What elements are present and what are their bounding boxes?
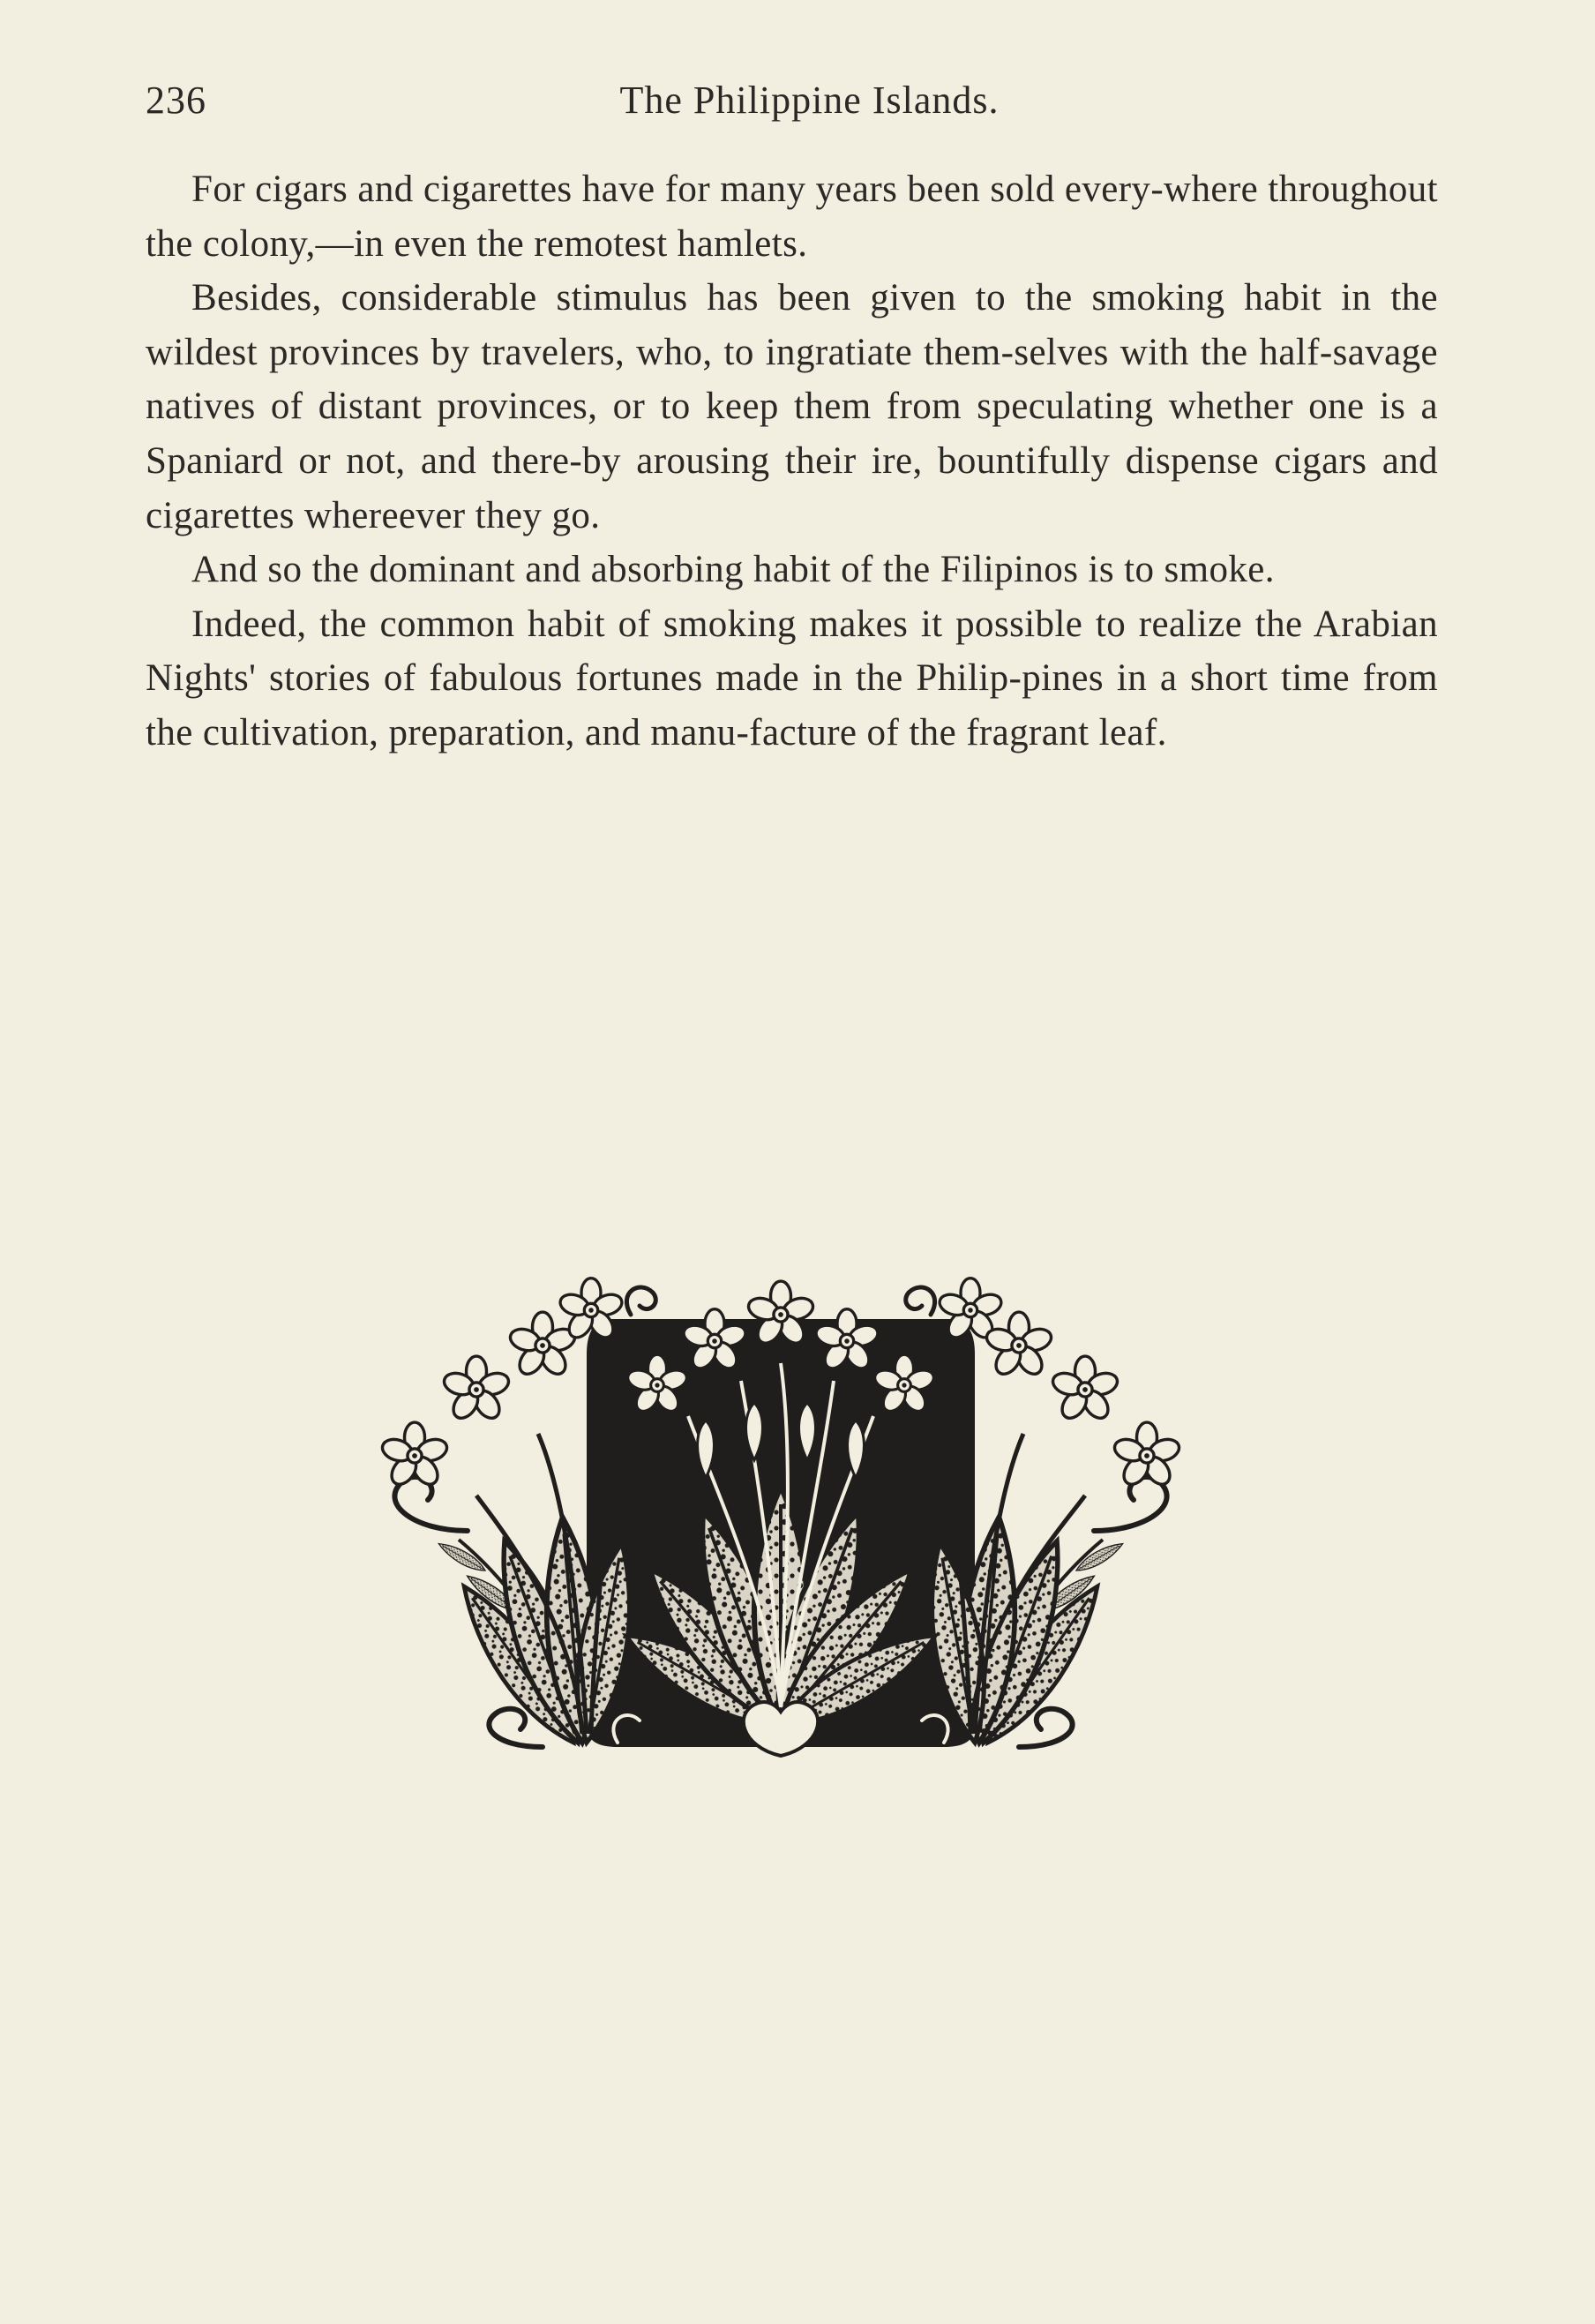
paragraph-1: For cigars and cigarettes have for many years been sold every-where throughout the colony,—in even the remotest hamlets. <box>146 169 1438 265</box>
running-title: The Philippine Islands. <box>619 79 1000 122</box>
paragraph-3: And so the dominant and absorbing habit of the Filipinos is to smoke. <box>191 549 1275 591</box>
page-number: 236 <box>146 79 206 122</box>
paragraph-4: Indeed, the common habit of smoking makes it possible to realize the Arabian Nights' stories of fabulous fortunes made in the Philip-pines in a short time from the cultivation, preparation, and manu-facture of the fragrant leaf. <box>146 603 1438 753</box>
running-head <box>146 74 1438 127</box>
floral-tailpiece-icon <box>353 1266 1217 1760</box>
body-text <box>146 162 1438 761</box>
floral-ornament-graphic <box>353 1266 1217 1760</box>
paragraph-2: Besides, considerable stimulus has been given to the smoking habit in the wildest provinces by travelers, who, to ingratiate them-selves with the half-savage natives of distant provinces, or to keep them from speculating whether one is a Spaniard or not, and there-by arousing their ire, bountifully dispense cigars and cigarettes whereever they go. <box>146 277 1438 536</box>
